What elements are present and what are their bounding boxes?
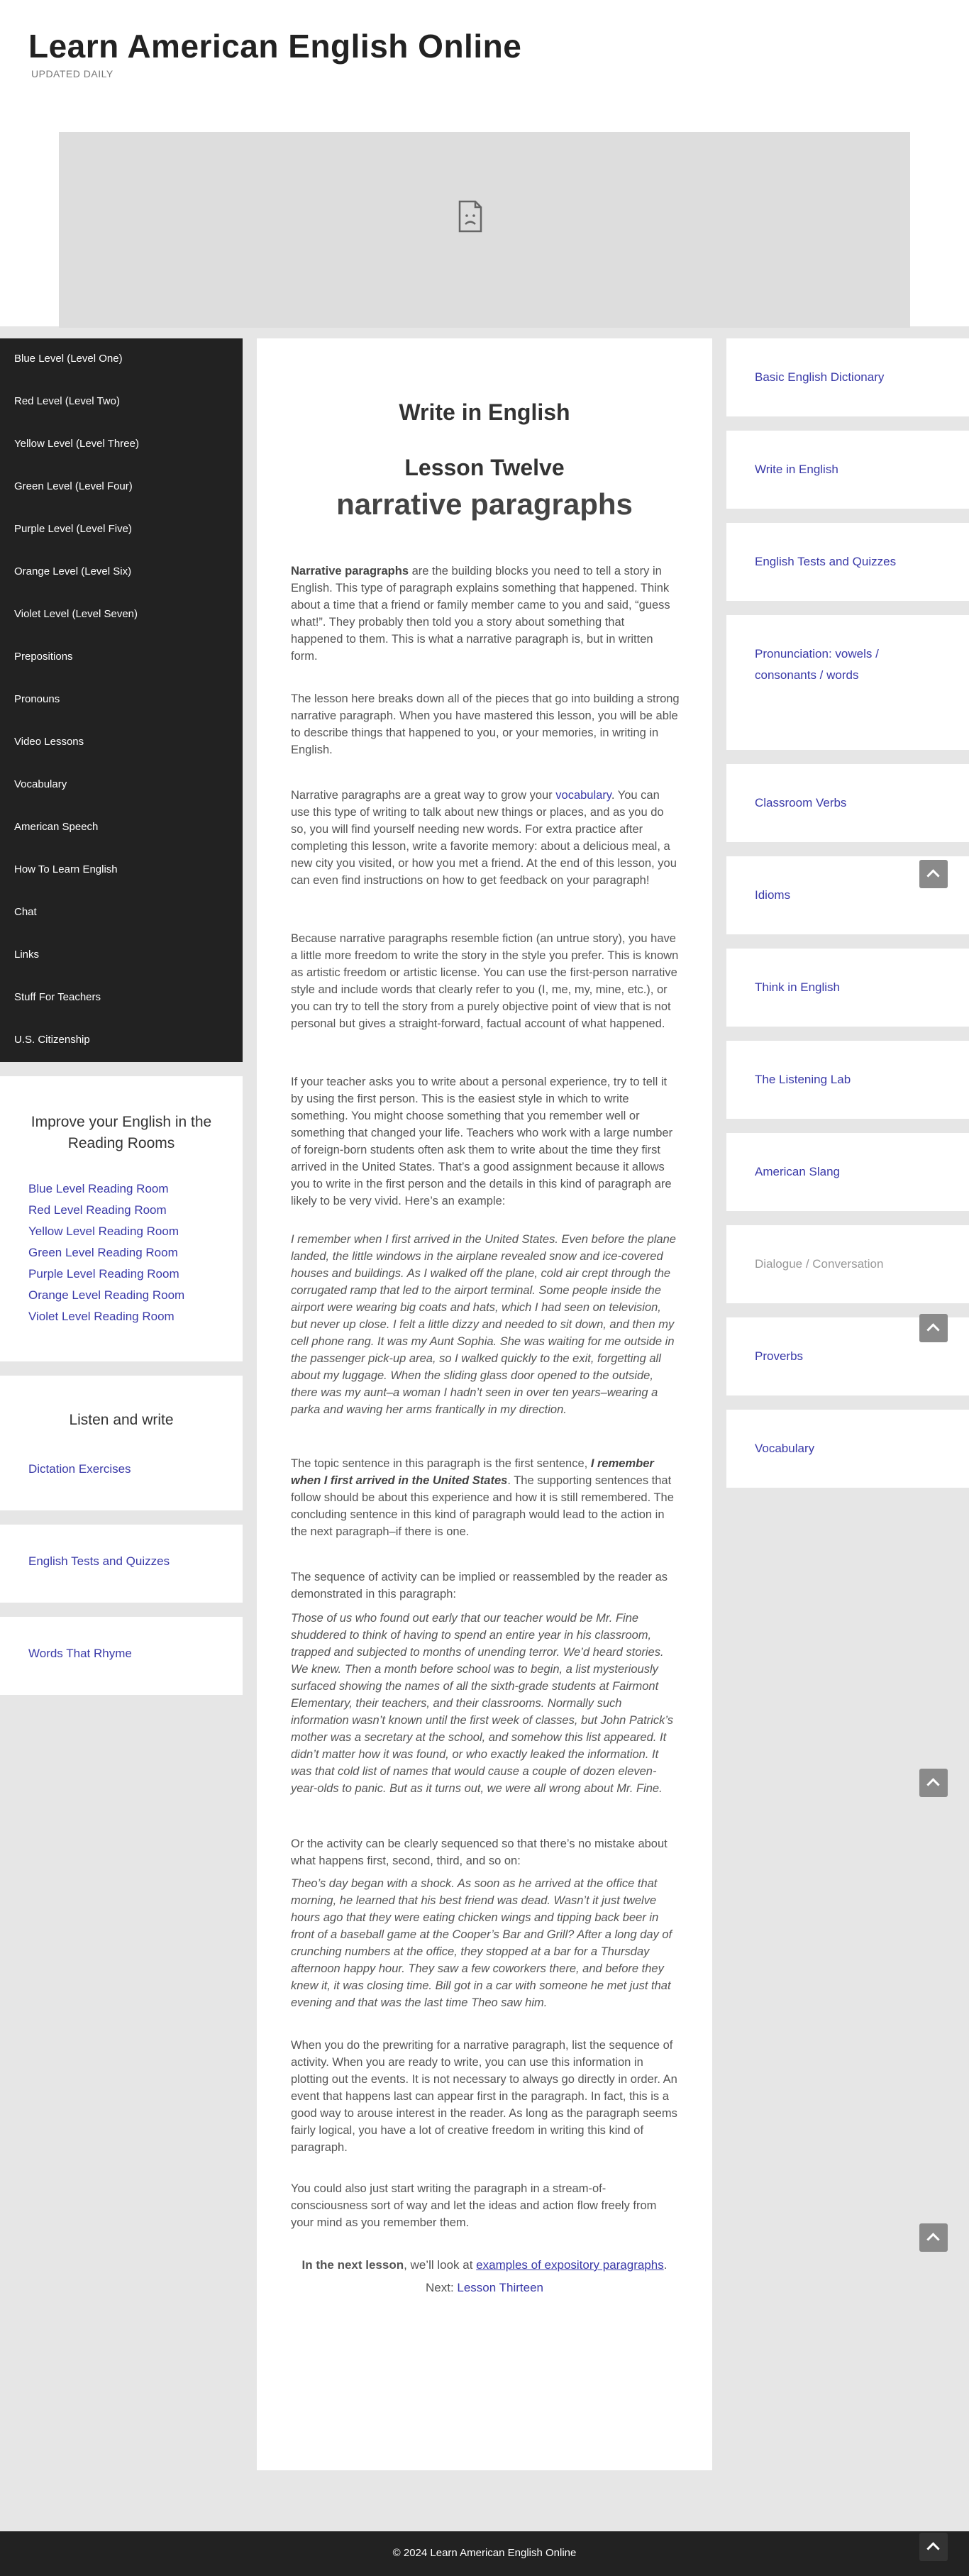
words-that-rhyme-link[interactable]: Words That Rhyme [28, 1647, 132, 1660]
nav-item-links[interactable]: Links [14, 949, 40, 961]
rhyme-widget [0, 1617, 243, 1695]
right-link-pronunciation[interactable]: Pronunciation: vowels / consonants / words [755, 647, 879, 682]
example-theo-paragraph: Theo’s day began with a shock. As soon as he arrived at the office that morning, he learned that his best friend was dead. Wasn’t it just twelve hours ago that they were eating chicken wings and tipping back beer in front of a baseball game at the Cooper’s Bar and Grill? After a long day of crunching numbers at the office, they stopped at a bar for a Thursday afternoon happy hour. They saw a few coworkers there, and before they knew it, it was closing time. Bill got in a car with someone he met just that evening and that was the last time Theo saw him. [291, 1877, 672, 2009]
page-heading: Write in English [399, 399, 570, 425]
right-card-pronunciation [726, 615, 969, 750]
right-link-idioms[interactable]: Idioms [755, 888, 791, 902]
next-lesson-mid: , we’ll look at [404, 2258, 477, 2272]
reading-room-orange[interactable]: Orange Level Reading Room [28, 1288, 185, 1302]
right-card-dialogue [726, 1225, 969, 1303]
listen-write-widget [0, 1376, 243, 1510]
right-link-think-in-english[interactable]: Think in English [755, 980, 841, 994]
reading-rooms-title: Improve your English in the Reading Rooms [31, 1114, 212, 1151]
vocabulary-link[interactable]: vocabulary [555, 789, 611, 802]
copyright-text: © 2024 Learn American English Online [392, 2547, 577, 2559]
next-lesson-end: . [663, 2258, 668, 2272]
left-tests-link[interactable]: English Tests and Quizzes [28, 1554, 170, 1568]
right-card-classroom-verbs [726, 764, 969, 842]
topic-text-b: . The supporting sentences that follow should be about this experience and how it is still remembered. The concluding sentence in this kind of paragraph would lead to the action in the next paragraph–if there is one. [291, 1474, 674, 1538]
intro-paragraph [291, 563, 680, 665]
artistic-license-paragraph: Because narrative paragraphs resemble fiction (an untrue story), you have a little more freedom to write the story in the style you prefer. This is known as artistic freedom or artistic license. You can use the first-person narrative style and include words that clearly refer to you (I, me, my, mine, etc.), or you can try to tell the story from a purely objective point of view that is not personal but gives a straight-forward, factual account of what happened. [291, 932, 679, 1030]
topic-text-a: The topic sentence in this paragraph is the first sentence, [291, 1457, 591, 1470]
reading-room-yellow[interactable]: Yellow Level Reading Room [28, 1225, 179, 1238]
nav-item-pronouns[interactable]: Pronouns [14, 693, 60, 705]
site-footer [0, 2531, 969, 2576]
nav-item-red-level[interactable]: Red Level (Level Two) [14, 395, 120, 407]
right-card-slang [726, 1133, 969, 1211]
reading-room-blue[interactable]: Blue Level Reading Room [28, 1182, 169, 1195]
prewriting-paragraph: When you do the prewriting for a narrative paragraph, list the sequence of activity. When you are ready to write, you can use this information in plotting out the events. It is not necessary to always go directly in order. An event that happens last can appear first in the paragraph. In fact, this is a good way to arouse interest in the reader. As long as the paragraph seems fairly logical, you have a lot of creative freedom in writing this kind of paragraph. [291, 2039, 677, 2154]
nav-item-green-level[interactable]: Green Level (Level Four) [14, 480, 133, 492]
nav-item-chat[interactable]: Chat [14, 906, 37, 918]
reading-room-purple[interactable]: Purple Level Reading Room [28, 1267, 179, 1281]
reading-room-green[interactable]: Green Level Reading Room [28, 1246, 178, 1259]
next-link-line [257, 2281, 712, 2295]
right-link-tests[interactable]: English Tests and Quizzes [755, 555, 897, 568]
nav-item-american-speech[interactable]: American Speech [14, 821, 99, 833]
vocab-text-b: . You can use this type of writing to talk about new things or places, and as you do so, you will find yourself needing new words. For extra practice after completing this lesson, write a favorite memory: about a delicious meal, a new city you visited, or how you met a friend. At the end of this lesson, you can even find instructions on how to get feedback on your paragraph! [291, 789, 677, 887]
lesson-topic: narrative paragraphs [336, 487, 633, 521]
vocabulary-paragraph [291, 787, 680, 889]
example-arrival-paragraph: I remember when I first arrived in the United States. Even before the plane landed, the little windows in the airplane revealed snow and ice-covered houses and buildings. As I walked off the plane, cold air crept through the corrugated ramp that led to the airport terminal. Some people inside the airport were wearing big coats and hats, which I had seen on television, but never up close. I felt a little dizzy and needed to sit down, and then my cell phone rang. It was my Aunt Sophia. She was waiting for me outside in the passenger pick-up area, so I walked quickly to the exit, forgetting all about my luggage. When the sliding glass door opened to the outside, there was my aunt–a woman I hadn’t seen in over ten years–wearing a parka and waving her arms frantically in my direction. [291, 1233, 676, 1416]
nav-item-citizenship[interactable]: U.S. Citizenship [14, 1034, 90, 1046]
reading-rooms-widget [0, 1076, 243, 1361]
nav-item-how-to-learn[interactable]: How To Learn English [14, 863, 118, 875]
banner-image-placeholder [59, 132, 910, 328]
scroll-top-button-3[interactable] [919, 1769, 948, 1797]
vocab-text-a: Narrative paragraphs are a great way to grow your [291, 789, 556, 802]
right-link-dialogue[interactable]: Dialogue / Conversation [755, 1257, 884, 1271]
scroll-top-button-4[interactable] [919, 2223, 948, 2252]
next-lesson-bold: In the next lesson [301, 2258, 404, 2272]
right-card-tests [726, 523, 969, 601]
left-tests-widget [0, 1525, 243, 1603]
broken-image-icon [457, 200, 484, 233]
implied-sequence-paragraph: The sequence of activity can be implied or reassembled by the reader as demonstrated in this paragraph: [291, 1571, 668, 1601]
scroll-top-button-footer[interactable] [919, 2533, 948, 2561]
right-link-listening-lab[interactable]: The Listening Lab [755, 1073, 851, 1086]
right-link-classroom-verbs[interactable]: Classroom Verbs [755, 796, 847, 809]
right-link-dictionary[interactable]: Basic English Dictionary [755, 370, 885, 384]
right-link-vocabulary[interactable]: Vocabulary [755, 1442, 815, 1455]
nav-item-prepositions[interactable]: Prepositions [14, 651, 73, 663]
main-article [257, 338, 712, 2470]
first-person-paragraph: If your teacher asks you to write about a personal experience, try to tell it by using the first person. This is the easiest style in which to write something. You might choose something that you remember well or something that changed your life. Teachers who work with a large number of foreign-born students often ask them to write about the time they first arrived in the United States. That’s a good assignment because it allows you to write in the first person and the details in this kind of paragraph are likely to be very vivid. Here’s an example: [291, 1076, 673, 1207]
lesson-thirteen-link[interactable]: Lesson Thirteen [457, 2281, 543, 2294]
stream-paragraph: You could also just start writing the paragraph in a stream-of-consciousness sort of way and let the ideas and action flow freely from your mind as you remember them. [291, 2182, 657, 2229]
right-card-write [726, 431, 969, 509]
clear-sequence-paragraph: Or the activity can be clearly sequenced so that there’s no mistake about what happens first, second, third, and so on: [291, 1837, 668, 1867]
topic-sentence-bold: I remember when I first arrived in the United States [291, 1457, 654, 1487]
right-link-write-in-english[interactable]: Write in English [755, 463, 838, 476]
lesson-overview-paragraph: The lesson here breaks down all of the pieces that go into building a strong narrative paragraph. When you have mastered this lesson, you will be able to describe things that happened to you, or your memories, in writing in English. [291, 692, 680, 756]
site-title[interactable]: Learn American English Online [28, 28, 522, 65]
topic-sentence-paragraph [291, 1455, 680, 1540]
right-card-listening-lab [726, 1041, 969, 1119]
dictation-exercises-link[interactable]: Dictation Exercises [28, 1462, 131, 1476]
intro-text: are the building blocks you need to tell a story in English. This type of paragraph explains something that happened. Think about a time that a friend or family member came to you and said, “guess what!”. They probably then told you a story about something that happened to them. This is what a narrative paragraph is, but in written form. [291, 565, 670, 663]
next-lesson-line [257, 2258, 712, 2272]
listen-write-title: Listen and write [69, 1412, 174, 1428]
nav-item-violet-level[interactable]: Violet Level (Level Seven) [14, 608, 138, 620]
nav-item-purple-level[interactable]: Purple Level (Level Five) [14, 523, 132, 535]
right-link-proverbs[interactable]: Proverbs [755, 1349, 804, 1363]
reading-room-violet[interactable]: Violet Level Reading Room [28, 1310, 175, 1323]
expository-paragraphs-link[interactable]: examples of expository paragraphs [476, 2258, 664, 2272]
lesson-number: Lesson Twelve [404, 455, 565, 480]
right-card-vocabulary [726, 1410, 969, 1488]
nav-item-vocabulary[interactable]: Vocabulary [14, 778, 67, 790]
intro-bold: Narrative paragraphs [291, 565, 409, 577]
nav-item-teachers[interactable]: Stuff For Teachers [14, 991, 101, 1003]
nav-item-blue-level[interactable]: Blue Level (Level One) [14, 353, 123, 365]
nav-item-yellow-level[interactable]: Yellow Level (Level Three) [14, 438, 139, 450]
right-card-think [726, 949, 969, 1027]
nav-item-video-lessons[interactable]: Video Lessons [14, 736, 84, 748]
site-tagline: UPDATED DAILY [31, 68, 113, 79]
left-level-nav [0, 338, 243, 1062]
scroll-top-button-2[interactable] [919, 1314, 948, 1342]
reading-room-red[interactable]: Red Level Reading Room [28, 1203, 167, 1217]
nav-item-orange-level[interactable]: Orange Level (Level Six) [14, 565, 132, 577]
right-card-dictionary [726, 338, 969, 416]
right-link-american-slang[interactable]: American Slang [755, 1165, 841, 1178]
scroll-top-button-1[interactable] [919, 860, 948, 888]
next-label: Next: [425, 2281, 458, 2294]
example-teacher-paragraph: Those of us who found out early that our teacher would be Mr. Fine shuddered to think of having to spend an entire year in his classroom, trapped and subjected to months of unending terror. We’d heard stories. We knew. Then a month before school was to begin, a list mysteriously surfaced showing the names of all the sixth-grade students at Fairmont Elementary, their teachers, and their classrooms. Normally such information wasn’t known until the first week of classes, but John Patrick’s mother was a secretary at the school, and somehow this list appeared. It didn’t matter how it was found, or who exactly leaked the information. It was that cold list of names that would cause a couple of dozen eleven-year-olds to panic. But as it turns out, we were all wrong about Mr. Fine. [291, 1612, 673, 1795]
